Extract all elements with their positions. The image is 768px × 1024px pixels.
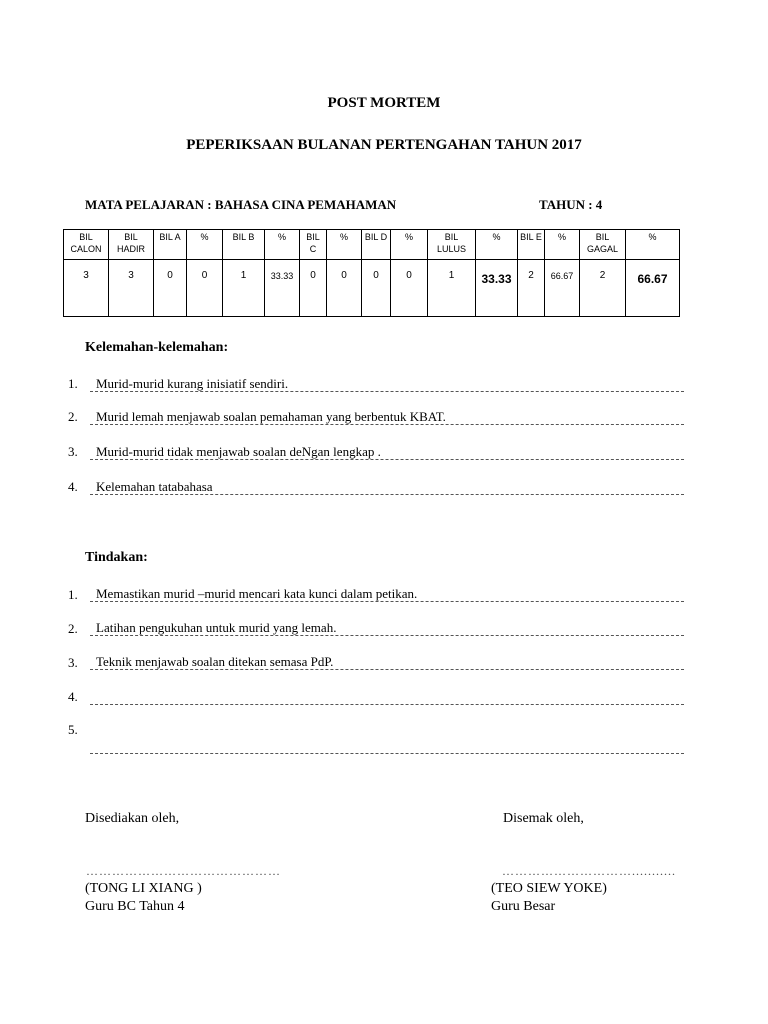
list-item-text: Latihan pengukuhan untuk murid yang lemah.	[96, 620, 337, 635]
list-item	[90, 738, 684, 754]
list-item	[90, 620, 684, 636]
prepared-by-label: Disediakan oleh,	[85, 811, 180, 826]
header-cell: BIL D	[362, 230, 391, 260]
value-cell: 1	[428, 260, 476, 317]
header-cell: %	[391, 230, 428, 260]
list-number: 4.	[68, 689, 78, 704]
list-item-text: Memastikan murid –murid mencari kata kunci dalam petikan.	[96, 586, 418, 601]
header-cell: BIL HADIR	[109, 230, 154, 260]
document-subtitle: PEPERIKSAAN BULANAN PERTENGAHAN TAHUN 2017	[186, 137, 582, 153]
list-number: 4.	[68, 479, 78, 494]
document-title: POST MORTEM	[327, 95, 441, 111]
value-cell: 33.33	[265, 260, 300, 317]
table-row	[64, 260, 680, 317]
checked-by-name: (TEO SIEW YOKE)	[491, 881, 607, 896]
signature-line: …………………………...........	[502, 864, 676, 878]
list-number: 3.	[68, 655, 78, 670]
value-cell: 0	[362, 260, 391, 317]
list-item-text: Teknik menjawab soalan ditekan semasa PdP.	[96, 654, 334, 669]
value-cell: 0	[154, 260, 187, 317]
list-number: 1.	[68, 587, 78, 602]
actions-heading: Tindakan:	[85, 550, 148, 565]
value-cell: 3	[109, 260, 154, 317]
header-cell: BIL CALON	[64, 230, 109, 260]
value-cell: 1	[223, 260, 265, 317]
header-cell: BIL A	[154, 230, 187, 260]
header-cell: %	[327, 230, 362, 260]
list-item	[90, 689, 684, 705]
prepared-by-name: (TONG LI XIANG )	[85, 881, 202, 896]
list-number: 3.	[68, 444, 78, 459]
list-number: 2.	[68, 409, 78, 424]
list-item-text: Kelemahan tatabahasa	[96, 479, 213, 494]
header-cell: %	[476, 230, 518, 260]
list-item-text: Murid-murid kurang inisiatif sendiri.	[96, 376, 289, 391]
list-item	[90, 444, 684, 460]
results-table	[63, 229, 680, 317]
header-cell: BIL B	[223, 230, 265, 260]
subject-label: MATA PELAJARAN : BAHASA CINA PEMAHAMAN	[85, 197, 397, 212]
header-cell: %	[626, 230, 680, 260]
header-cell: %	[545, 230, 580, 260]
value-cell: 2	[518, 260, 545, 317]
header-cell: BIL GAGAL	[580, 230, 626, 260]
list-number: 5.	[68, 722, 78, 737]
value-cell: 3	[64, 260, 109, 317]
list-item	[90, 586, 684, 602]
list-number: 1.	[68, 376, 78, 391]
header-cell: %	[265, 230, 300, 260]
list-item-text	[90, 689, 96, 704]
list-item-text: Murid-murid tidak menjawab soalan deNgan lengkap .	[96, 444, 381, 459]
header-cell: BIL LULUS	[428, 230, 476, 260]
value-cell: 33.33	[476, 260, 518, 317]
header-cell: BIL C	[300, 230, 327, 260]
list-number: 2.	[68, 621, 78, 636]
value-cell: 0	[187, 260, 223, 317]
list-item	[90, 409, 684, 425]
value-cell: 0	[391, 260, 428, 317]
value-cell: 66.67	[545, 260, 580, 317]
value-cell: 66.67	[626, 260, 680, 317]
value-cell: 2	[580, 260, 626, 317]
table-header-row	[64, 230, 680, 260]
header-cell: %	[187, 230, 223, 260]
checked-by-label: Disemak oleh,	[503, 811, 584, 826]
list-item-text: Murid lemah menjawab soalan pemahaman yang berbentuk KBAT.	[96, 409, 446, 424]
list-item	[90, 376, 684, 392]
weaknesses-heading: Kelemahan-kelemahan:	[85, 340, 229, 355]
year-label: TAHUN : 4	[539, 197, 603, 212]
prepared-by-role: Guru BC Tahun 4	[85, 899, 185, 914]
header-cell: BIL E	[518, 230, 545, 260]
list-item	[90, 479, 684, 495]
value-cell: 0	[327, 260, 362, 317]
list-item	[90, 654, 684, 670]
signature-line: ………………………………………	[86, 864, 281, 878]
checked-by-role: Guru Besar	[491, 899, 556, 914]
value-cell: 0	[300, 260, 327, 317]
list-item-text	[90, 738, 96, 753]
